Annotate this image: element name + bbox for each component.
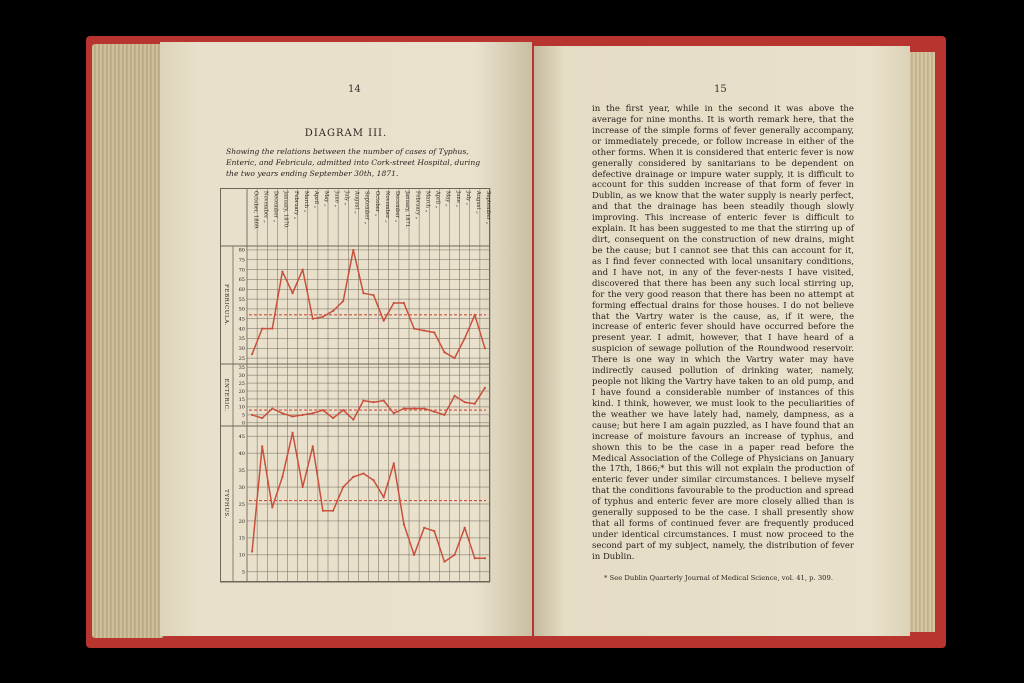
data-point	[484, 557, 486, 559]
month-label: October, 1869.	[252, 191, 259, 230]
data-point	[484, 347, 486, 349]
data-point	[443, 351, 445, 353]
tick-label: 25	[238, 380, 245, 387]
tick-label: 25	[238, 501, 245, 508]
tick-label: 25	[238, 355, 245, 362]
tick-label: 10	[238, 552, 245, 559]
data-point	[443, 414, 445, 416]
tick-label: 20	[238, 518, 245, 525]
month-label: February „	[292, 191, 299, 220]
data-point	[302, 486, 304, 488]
data-point	[372, 401, 374, 403]
data-point	[271, 328, 273, 330]
month-label: January, 1870.	[282, 191, 289, 229]
data-point	[372, 479, 374, 481]
data-point	[271, 407, 273, 409]
data-point	[393, 462, 395, 464]
tick-label: 35	[238, 336, 245, 343]
data-point	[403, 523, 405, 525]
tick-label: 15	[238, 396, 245, 403]
data-point	[393, 412, 395, 414]
data-point	[423, 329, 425, 331]
tick-label: 60	[238, 287, 245, 294]
tick-label: 70	[238, 267, 245, 274]
data-point	[302, 414, 304, 416]
month-label: March „	[302, 191, 309, 213]
tick-label: 45	[238, 433, 245, 440]
data-point	[281, 412, 283, 414]
month-label: June „	[454, 191, 461, 208]
data-point	[312, 412, 314, 414]
tick-label: 30	[238, 484, 245, 491]
data-point	[453, 554, 455, 556]
data-point	[332, 417, 334, 419]
tick-label: 65	[238, 277, 245, 284]
data-point	[271, 506, 273, 508]
fever-chart	[220, 188, 490, 582]
month-label: April „	[313, 191, 320, 209]
data-point	[474, 403, 476, 405]
data-point	[474, 314, 476, 316]
month-label: November „	[262, 191, 269, 223]
data-point	[352, 249, 354, 251]
data-point	[372, 294, 374, 296]
data-point	[312, 445, 314, 447]
tick-label: 20	[238, 388, 245, 395]
tick-label: 10	[238, 404, 245, 411]
tick-label: 80	[238, 247, 245, 254]
panel-label: ENTERIC.	[223, 378, 229, 412]
data-point	[433, 331, 435, 333]
data-point	[464, 337, 466, 339]
data-point	[474, 557, 476, 559]
chart-frame	[221, 189, 490, 582]
data-point	[251, 353, 253, 355]
data-point	[251, 550, 253, 552]
page-number-left: 14	[348, 84, 361, 95]
tick-label: 50	[238, 306, 245, 313]
data-point	[383, 320, 385, 322]
data-point	[352, 476, 354, 478]
tick-label: 40	[238, 450, 245, 457]
month-label: February „	[414, 191, 421, 220]
month-label: September „	[485, 191, 492, 225]
data-point	[362, 292, 364, 294]
data-point	[342, 300, 344, 302]
panel-label: TYPHUS.	[223, 489, 229, 519]
data-point	[261, 417, 263, 419]
month-label: August „	[475, 191, 482, 214]
data-point	[362, 472, 364, 474]
data-point	[332, 310, 334, 312]
left-page	[160, 42, 532, 636]
month-label: August „	[353, 191, 360, 214]
data-point	[413, 328, 415, 330]
tick-label: 75	[238, 257, 245, 264]
month-label: November „	[383, 191, 390, 223]
data-point	[423, 407, 425, 409]
data-point	[403, 407, 405, 409]
month-label: March „	[424, 191, 431, 213]
page-edges-left	[92, 44, 164, 638]
data-point	[322, 316, 324, 318]
data-point	[383, 496, 385, 498]
footnote: * See Dublin Quarterly Journal of Medical Science, vol. 41, p. 309.	[604, 574, 833, 582]
data-point	[443, 561, 445, 563]
data-point	[393, 302, 395, 304]
month-label: May „	[444, 191, 451, 207]
data-point	[261, 328, 263, 330]
tick-label: 15	[238, 535, 245, 542]
data-point	[383, 399, 385, 401]
data-point	[291, 415, 293, 417]
month-label: July „	[343, 191, 350, 206]
data-point	[332, 510, 334, 512]
data-point	[251, 414, 253, 416]
data-point	[453, 357, 455, 359]
data-point	[362, 399, 364, 401]
tick-label: 35	[238, 364, 245, 371]
data-point	[322, 510, 324, 512]
data-point	[342, 409, 344, 411]
month-label: January, 1871.	[404, 191, 411, 229]
tick-label: 0	[241, 420, 245, 427]
tick-label: 30	[238, 346, 245, 353]
month-label: October „	[373, 191, 380, 217]
data-point	[291, 292, 293, 294]
month-label: June „	[333, 191, 340, 208]
data-point	[433, 411, 435, 413]
data-point	[261, 445, 263, 447]
month-label: September „	[363, 191, 370, 225]
body-text	[592, 104, 854, 563]
data-point	[302, 269, 304, 271]
month-label: December „	[272, 191, 279, 223]
diagram-caption: Showing the relations between the number of cases of Typhus, Enteric, and Febricula, admitted into Cork-street Hospital, during the two years ending September 30th, 1871.	[226, 147, 481, 178]
tick-label: 5	[241, 412, 245, 419]
month-label: December „	[394, 191, 401, 223]
data-point	[464, 401, 466, 403]
data-point	[281, 270, 283, 272]
month-label: April „	[434, 191, 441, 209]
data-point	[413, 407, 415, 409]
data-point	[423, 527, 425, 529]
data-point	[403, 302, 405, 304]
month-label: May „	[323, 191, 330, 207]
data-point	[453, 395, 455, 397]
diagram-title: DIAGRAM III.	[304, 128, 388, 139]
data-point	[413, 554, 415, 556]
data-point	[433, 530, 435, 532]
data-point	[464, 527, 466, 529]
tick-label: 40	[238, 326, 245, 333]
data-point	[484, 387, 486, 389]
tick-label: 45	[238, 316, 245, 323]
data-point	[291, 432, 293, 434]
month-label: July „	[464, 191, 471, 206]
tick-label: 5	[241, 569, 245, 576]
tick-label: 30	[238, 372, 245, 379]
data-point	[312, 318, 314, 320]
data-point	[342, 486, 344, 488]
data-point	[352, 419, 354, 421]
page-number-right: 15	[714, 84, 727, 95]
body-paragraph: in the first year, while in the second it was above the average for nine months. It is worth remark here, that the increase of the simple forms of fever generally accompany, or immediately precede, or follow increase in either of the other forms. When it is considered that enteric fever is now generally considered by sanitarians to be dependent on defective drainage or impure water supply, it is difficult to account for this sudden increase of that form of fever in Dublin, as we know that the water supply is nearly perfect, and that the drainage has been steadily though slowly improving. This increase of enteric fever is difficult to explain. It has been suggested to me that the stirring up of dirt, consequent on the construction of new drains, might be the cause; but I cannot see that this can account for it, as I find fever connected with local unsanitary conditions, and I have not, in any of the fever-nests I have visited, discovered that there has been any such local stirring up, for the very good reason that there has been no attempt at forming effectual drains for those houses. I do not believe that the Vartry water is the cause, as, if it were, the increase of enteric fever should have occurred before the present year. I admit, however, that I have heard of a suspicion of sewage pollution of the Roundwood reservoir. There is one way in which the Vartry water may have indirectly caused pollution of drinking water, namely, people not liking the Vartry have taken to an old pump, and I have found a considerable number of instances of this kind. I think, however, we must look to the peculiarities of the weather we have lately had, namely, dampness, as a cause; but here I am again puzzled, as I have found that an increase of moisture favours an increase of typhus, and shown this to be the case in a paper read before the Medical Association of the College of Physicians on January the 17th, 1866;* but this will not explain the production of enteric fever under similar circumstances. I believe myself that the conditions favourable to the production and spread of typhus and enteric fever are more closely allied than is generally supposed to be the case. I shall presently show that all forms of continued fever are frequently produced under identical circumstances. I must now proceed to the second part of my subject, namely, the distribution of fever in Dublin.	[592, 104, 854, 562]
tick-label: 35	[238, 467, 245, 474]
panel-label: FEBRICULA.	[223, 283, 229, 327]
data-point	[322, 409, 324, 411]
data-point	[281, 476, 283, 478]
tick-label: 55	[238, 296, 245, 303]
right-page	[534, 46, 910, 636]
